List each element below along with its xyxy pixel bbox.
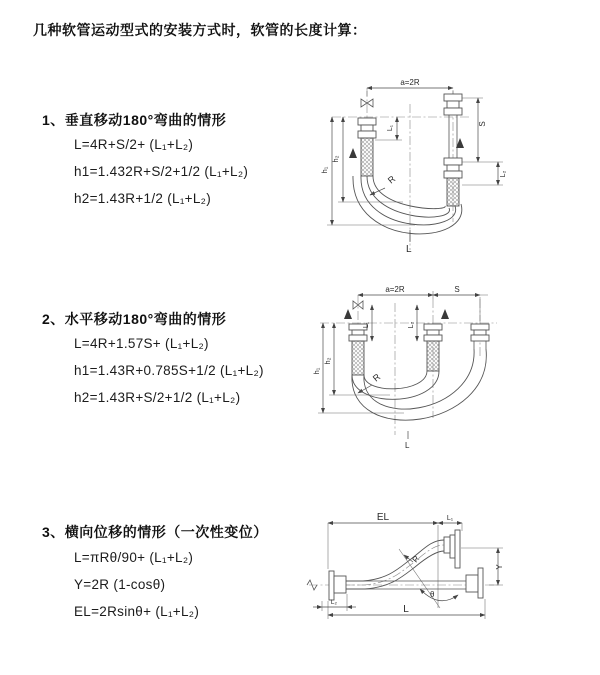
- dim-label-a-2r: a=2R: [400, 78, 420, 87]
- section-2-formula-h1: h1=1.43R+0.785S+1/2 (L₁+L₂): [74, 363, 264, 378]
- hose-s-curve: [346, 540, 444, 589]
- dim-label-el: EL: [376, 512, 390, 523]
- diagram-1-svg: [315, 62, 590, 257]
- dim-label-s: S: [454, 285, 460, 294]
- section-1-formula-L: L=4R+S/2+ (L₁+L₂): [74, 137, 194, 152]
- length-label: L: [405, 441, 410, 450]
- page-title: 几种软管运动型式的安装方式时，软管的长度计算：: [33, 22, 367, 38]
- dim-label-h2: h₂: [331, 155, 340, 163]
- diagram-2-horizontal-180-bend: [312, 283, 597, 453]
- angle-theta-label: θ: [430, 590, 435, 599]
- flanges-and-pipe: [329, 530, 483, 600]
- dim-label-h2: h₂: [323, 357, 332, 365]
- diagram-1-vertical-180-bend: [315, 62, 590, 257]
- dim-label-l2: L₂: [408, 321, 415, 329]
- dim-label-s: S: [478, 121, 487, 127]
- dim-label-l2: L₂: [330, 599, 338, 606]
- length-label: L: [403, 604, 409, 615]
- section-3-formula-L: L=πRθ/90+ (L₁+L₂): [74, 550, 194, 565]
- radius-label: R: [410, 554, 422, 565]
- section-2-formula-L: L=4R+1.57S+ (L₁+L₂): [74, 336, 209, 351]
- dim-label-l1: L₁: [387, 124, 394, 132]
- section-3-formula-Y: Y=2R (1-cosθ): [74, 577, 166, 592]
- dimension-lines: [327, 88, 503, 242]
- dim-label-l1: L₁: [363, 321, 370, 329]
- diagram-2-svg: [312, 283, 597, 453]
- length-label: L: [406, 244, 412, 255]
- section-3-formula-EL: EL=2Rsinθ+ (L₁+L₂): [74, 604, 200, 619]
- diagram-3-svg: [303, 505, 598, 655]
- section-2-heading: 2、水平移动180°弯曲的情形: [42, 311, 227, 327]
- diagram-3-lateral-displacement: [303, 505, 598, 655]
- section-1-heading: 1、垂直移动180°弯曲的情形: [42, 112, 227, 128]
- dim-label-l1: L₁: [446, 515, 454, 522]
- hose-u-bend-curves: [352, 349, 486, 420]
- dim-label-h1: h₁: [312, 367, 321, 375]
- section-2-formula-h2: h2=1.43R+S/2+1/2 (L₁+L₂): [74, 390, 241, 405]
- radius-label: R: [370, 371, 383, 384]
- dim-label-a-2r: a=2R: [385, 285, 405, 294]
- pipe-fittings: [349, 324, 489, 349]
- section-3-heading: 3、横向位移的情形（一次性变位）: [42, 524, 268, 540]
- dim-label-y: Y: [495, 564, 504, 570]
- dimension-lines: [318, 291, 488, 439]
- radius-label: R: [385, 173, 398, 186]
- section-1-formula-h2: h2=1.43R+1/2 (L₁+L₂): [74, 191, 212, 206]
- hose-u-bend-curves: [353, 176, 462, 234]
- section-1-formula-h1: h1=1.432R+S/2+1/2 (L₁+L₂): [74, 164, 249, 179]
- dim-label-h1: h₁: [320, 166, 329, 174]
- braided-hose-sections: [352, 341, 439, 375]
- dim-label-l2: L₂: [500, 170, 507, 178]
